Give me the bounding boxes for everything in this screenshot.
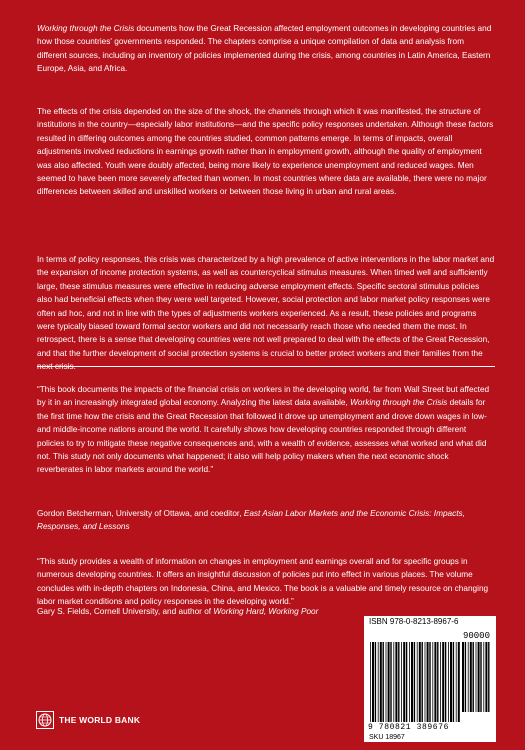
barcode-digits: 9 780821 389676 <box>368 723 450 732</box>
barcode-bar <box>425 642 426 722</box>
barcode-bar <box>476 642 477 712</box>
barcode-bar <box>465 642 466 712</box>
barcode-bar <box>386 642 387 722</box>
barcode-bar <box>456 642 457 722</box>
endorsement-quote-2: “This study provides a wealth of information on changes in employment and earnings overall and for specific groups in numerous developing countries. It offers an insightful discussion of policies put into effect in various places. The volume concludes with in-depth chapters on Indonesia, China, and Mexico. The book is a valuable and timely resource on changing labor market conditions and policy responses in the developing world.” <box>37 557 489 607</box>
barcode-bar <box>393 642 394 722</box>
attribution-1-text: Gordon Betcherman, University of Ottawa, and coeditor, <box>37 509 244 518</box>
barcode-bar <box>473 642 474 712</box>
publisher-logo <box>36 711 140 729</box>
barcode-bar <box>434 642 436 722</box>
barcode-bar <box>422 642 423 722</box>
isbn-label: ISBN 978-0-8213-8967-6 <box>369 617 459 626</box>
barcode-bar <box>483 642 484 712</box>
barcode-bar <box>453 642 454 722</box>
price-code: 90000 <box>462 631 490 641</box>
barcode-bar <box>370 642 371 722</box>
addon-barcode <box>462 642 490 712</box>
barcode-bar <box>403 642 405 722</box>
barcode-bar <box>380 642 382 722</box>
barcode-bar <box>485 642 487 712</box>
intro-paragraph-1 <box>37 22 495 76</box>
barcode-bar <box>478 642 480 712</box>
barcode-bar <box>462 642 464 712</box>
attribution-1-book: East Asian Labor Markets and the Economic Crisis: Impacts, Responses, and Lessons <box>37 509 465 532</box>
section-divider <box>37 366 495 367</box>
barcode-bar <box>419 642 421 722</box>
barcode-bar <box>445 642 446 722</box>
barcode-bar <box>429 642 430 722</box>
barcode-bar <box>411 642 413 722</box>
barcode-bar <box>442 642 444 722</box>
barcode-bar <box>480 642 481 712</box>
barcode-bar <box>398 642 399 722</box>
barcode-bar <box>440 642 441 722</box>
attribution-2-text: Gary S. Fields, Cornell University, and author of <box>37 607 214 616</box>
book-title-italic: Working through the Crisis <box>37 24 135 33</box>
barcode-bar <box>383 642 384 722</box>
barcode-bar <box>388 642 390 722</box>
intro-paragraph-1-text: documents how the Great Recession affected employment outcomes in developing countries and how those countries' governments responded. The chapters comprise a unique compilation of data and analysis from different sources, including an inventory of policies implemented during the crisis, among countries in Latin America, Eastern Europe, Asia, and Africa. <box>37 24 492 74</box>
quote-1-part-1: “This book documents the impacts of the financial crisis on workers in the developing world, far from Wall Street but affected by it in an increasingly integrated global economy. Analyzing the latest data available, <box>37 385 490 408</box>
barcode-bar <box>406 642 407 722</box>
world-bank-globe-icon <box>36 711 54 729</box>
barcode-bar <box>468 642 469 712</box>
barcode-bar <box>375 642 376 722</box>
intro-paragraph-3: In terms of policy responses, this crisis was characterized by a high prevalence of active interventions in the labor market and the expansion of income protection systems, as well as countercyclical stimulus measures. When timed well and sufficiently large, these stimulus measures were effective in reducing adverse employment effects. Specific sectoral stimulus policies also had beneficial effects when they were well targeted. However, social protection and labor market policy responses were often ad hoc, and not in line with the types of adjustments workers experienced. As a result, these policies and programs were typically biased toward formal sector workers and did not necessarily reach those who needed them the most. In retrospect, there is a sense that developing countries were not well prepared to deal with the effects of the Great Recession, and that the further development of social protection systems is crucial to better protect workers and their families from the <box>37 255 495 358</box>
barcode-bar <box>409 642 410 722</box>
intro-paragraph-2: The effects of the crisis depended on the size of the shock, the channels through which it was manifested, the structure of institutions in the country—especially labor institutions—and the specific policy responses undertaken. Although these factors resulted in differing outcomes among the countries studied, common patterns emerge. In terms of impacts, overall adjustments involved reductions in earnings growth rather than in employment growth, although the quality of employment was also affected. Youth were doubly affected, being more likely to experience unemployment and reduced wages. Men seemed to have been more severely affected than women. In most countries where data are available, there were no major differences between skilled and unskilled workers or between those living in urban and rural areas. <box>37 107 494 197</box>
barcode-bar <box>488 642 489 712</box>
barcode-bar <box>372 642 374 722</box>
barcode-block <box>364 616 496 742</box>
attribution-2-book: Working Hard, Working Poor <box>213 607 319 616</box>
quote-1-part-2: details for the first time how the crisis and the Great Recession that followed it drove up unemployment and drove down wages in low- and middle-income nations around the world. It carefully shows how developing countries responded through different policies to try to mitigate these negative consequences and, with a wealth of evidence, assesses what worked and what did not. This study not only documents what happened; it also will help policy makers when the next economic shock reverberates in labor markets around the world.” <box>37 398 487 475</box>
barcode-bar <box>395 642 397 722</box>
barcode-bar <box>414 642 415 722</box>
barcode-bar <box>437 642 438 722</box>
endorsement-attribution-1 <box>37 507 495 534</box>
barcode-bar <box>390 642 391 722</box>
barcode-bar <box>448 642 449 722</box>
barcode-bar <box>417 642 418 722</box>
endorsement-quote-1 <box>37 383 495 477</box>
sku-label: SKU 18967 <box>369 734 405 741</box>
barcode-bar <box>458 642 460 722</box>
barcode-bar <box>401 642 402 722</box>
barcode-bar <box>450 642 452 722</box>
publisher-name: THE WORLD BANK <box>59 715 141 725</box>
ean-barcode <box>370 642 460 722</box>
barcode-bar <box>427 642 429 722</box>
quote-1-book-title: Working through the Crisis <box>350 398 448 408</box>
barcode-bar <box>432 642 433 722</box>
barcode-bar <box>470 642 472 712</box>
barcode-bar <box>378 642 379 722</box>
